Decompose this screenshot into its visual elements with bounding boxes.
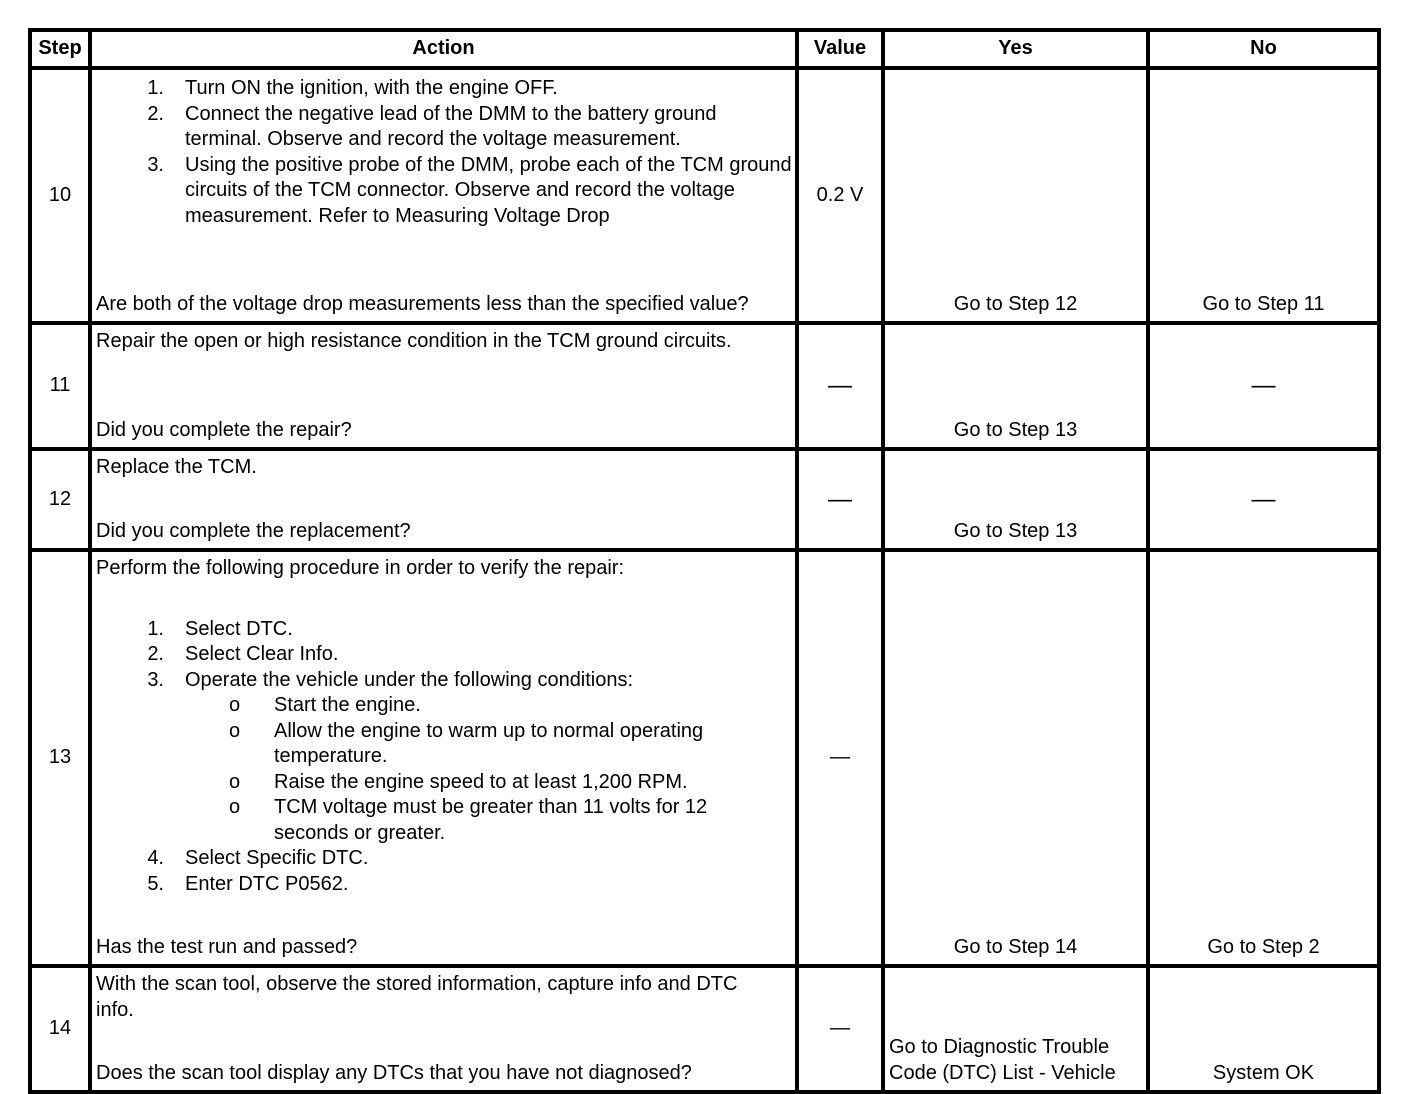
action-question: Are both of the voltage drop measurements less than the specified value? (96, 292, 749, 315)
table-row-step-10 (30, 68, 1379, 323)
action-cell (90, 449, 797, 550)
yes-cell: Go to Step 14 (883, 550, 1148, 966)
table-row-step-11 (30, 323, 1379, 449)
action-question: Does the scan tool display any DTCs that you have not diagnosed? (96, 1061, 692, 1084)
condition-list (185, 693, 795, 846)
action-cell (90, 68, 797, 323)
list-item: o Raise the engine speed to at least 1,200 RPM. (229, 770, 688, 793)
list-item: 2. Connect the negative lead of the DMM to the battery ground terminal. Observe and record the voltage measurement. (147, 102, 717, 150)
action-intro: With the scan tool, observe the stored information, capture info and DTC info. (96, 973, 738, 1021)
list-item: 2. Select Clear Info. (147, 643, 339, 665)
list-item: o Start the engine. (229, 694, 421, 716)
value-cell: — (797, 449, 883, 550)
step-number: 14 (30, 966, 90, 1092)
step-number: 11 (30, 323, 90, 449)
list-item: 1. Select DTC. (147, 617, 293, 640)
action-intro: Perform the following procedure in order to verify the repair: (96, 557, 625, 579)
step-number: 13 (30, 550, 90, 966)
no-cell: Go to Step 2 (1148, 550, 1379, 966)
no-cell: — (1148, 323, 1379, 449)
step-number: 12 (30, 449, 90, 550)
action-question: Has the test run and passed? (96, 935, 358, 958)
action-steps (96, 617, 795, 898)
list-item: 4. Select Specific DTC. (147, 847, 369, 869)
header-action: Action (90, 30, 797, 68)
list-item: 1. Turn ON the ignition, with the engine OFF. (147, 77, 558, 99)
header-yes: Yes (883, 30, 1148, 68)
action-question: Did you complete the repair? (96, 418, 352, 441)
table-row-step-12 (30, 449, 1379, 550)
action-steps (96, 70, 795, 229)
value-cell: — (797, 323, 883, 449)
step-number: 10 (30, 68, 90, 323)
list-item: 3. Operate the vehicle under the following conditions: o Start the engine. o Allow the engine to warm up to normal operating temperature. o Raise the engine speed to at least 1,200 RPM. o TCM voltage must be greater than 11 volts for 12 seconds or greater. (96, 668, 795, 847)
list-item: o Allow the engine to warm up to normal operating temperature. (229, 719, 704, 767)
list-item: 5. Enter DTC P0562. (147, 872, 349, 895)
diagnostic-table (28, 28, 1381, 1094)
value-cell: — (797, 550, 883, 966)
action-intro: Repair the open or high resistance condition in the TCM ground circuits. (96, 330, 732, 352)
action-intro: Replace the TCM. (96, 456, 257, 478)
yes-cell: Go to Step 13 (883, 449, 1148, 550)
list-item: o TCM voltage must be greater than 11 volts for 12 seconds or greater. (229, 796, 708, 844)
action-question: Did you complete the replacement? (96, 519, 411, 542)
yes-cell: Go to Step 13 (883, 323, 1148, 449)
list-item: 3. Using the positive probe of the DMM, probe each of the TCM ground circuits of the TCM connector. Observe and record the voltage measurement. Refer to Measuring Voltage Drop (147, 153, 792, 227)
no-cell: Go to Step 11 (1148, 68, 1379, 323)
header-no: No (1148, 30, 1379, 68)
action-cell (90, 966, 797, 1092)
yes-cell: Go to Step 12 (883, 68, 1148, 323)
value-cell: — (797, 966, 883, 1092)
table-row-step-13 (30, 550, 1379, 966)
no-cell: — (1148, 449, 1379, 550)
no-cell: System OK (1148, 966, 1379, 1092)
table-row-step-14 (30, 966, 1379, 1092)
action-cell (90, 323, 797, 449)
yes-cell: Go to Diagnostic Trouble Code (DTC) List - Vehicle (883, 966, 1148, 1092)
header-value: Value (797, 30, 883, 68)
header-row (30, 30, 1379, 68)
value-cell: 0.2 V (797, 68, 883, 323)
header-step: Step (30, 30, 90, 68)
action-cell (90, 550, 797, 966)
